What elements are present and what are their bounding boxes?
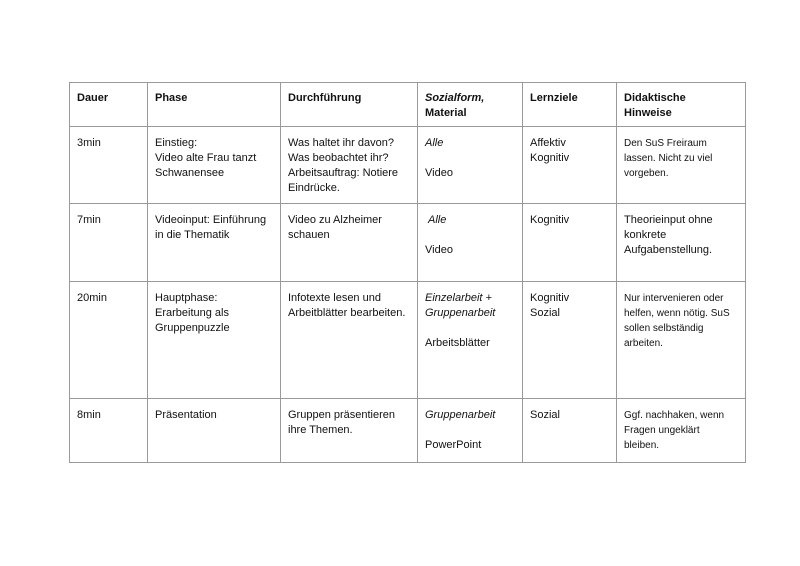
cell-durchfuehrung bbox=[281, 127, 418, 204]
cell-hinweise-line: helfen, wenn nötig. SuS bbox=[624, 308, 730, 319]
cell-hinweise-line: Nur intervenieren oder bbox=[624, 293, 724, 304]
header-hinweise-label: Hinweise bbox=[624, 107, 672, 119]
cell-hinweise-line: vorgeben. bbox=[624, 168, 669, 179]
cell-durchfuehrung-line: Video zu Alzheimer bbox=[288, 214, 382, 226]
cell-phase-line: Erarbeitung als bbox=[155, 307, 229, 319]
cell-lernziel: Sozial bbox=[530, 307, 560, 319]
cell-hinweise-line: arbeiten. bbox=[624, 338, 663, 349]
cell-material-value: Video bbox=[425, 244, 453, 256]
cell-hinweise-line: sollen selbständig bbox=[624, 323, 704, 334]
cell-lernziele bbox=[523, 127, 617, 204]
header-sozialform-material bbox=[418, 83, 523, 127]
cell-hinweise-line: konkrete bbox=[624, 229, 667, 241]
cell-hinweise bbox=[617, 204, 746, 282]
header-didaktische: Didaktische bbox=[624, 92, 686, 104]
cell-sozialform-value: Einzelarbeit + bbox=[425, 292, 492, 304]
cell-dauer: 8min bbox=[70, 399, 148, 463]
cell-sozialform-value: Gruppenarbeit bbox=[425, 409, 496, 421]
cell-durchfuehrung-line: Gruppen präsentieren bbox=[288, 409, 396, 421]
cell-phase-line: Einstieg: bbox=[155, 137, 198, 149]
cell-sozialform bbox=[418, 399, 523, 463]
cell-dauer: 7min bbox=[70, 204, 148, 282]
header-row bbox=[70, 83, 746, 127]
cell-durchfuehrung bbox=[281, 204, 418, 282]
cell-phase-line: Videoinput: Einführung bbox=[155, 214, 267, 226]
cell-lernziele bbox=[523, 204, 617, 282]
cell-hinweise-line: lassen. Nicht zu viel bbox=[624, 153, 713, 164]
table-row bbox=[70, 204, 746, 282]
cell-material-value: Video bbox=[425, 167, 453, 179]
cell-durchfuehrung bbox=[281, 399, 418, 463]
cell-material-value: Arbeitsblätter bbox=[425, 337, 490, 349]
cell-lernziele bbox=[523, 282, 617, 399]
header-material: Material bbox=[425, 107, 467, 119]
cell-lernziel: Affektiv bbox=[530, 137, 566, 149]
cell-durchfuehrung-line: Arbeitblätter bearbeiten. bbox=[288, 307, 406, 319]
table-row bbox=[70, 282, 746, 399]
cell-phase bbox=[148, 127, 281, 204]
table-row bbox=[70, 127, 746, 204]
header-dauer: Dauer bbox=[70, 83, 148, 127]
cell-hinweise-line: bleiben. bbox=[624, 440, 660, 451]
cell-durchfuehrung-line: Eindrücke. bbox=[288, 182, 340, 194]
cell-hinweise-line: Aufgabenstellung. bbox=[624, 244, 713, 256]
cell-dauer: 3min bbox=[70, 127, 148, 204]
cell-hinweise bbox=[617, 127, 746, 204]
cell-lernziel: Sozial bbox=[530, 409, 560, 421]
cell-phase bbox=[148, 399, 281, 463]
cell-phase-line: Hauptphase: bbox=[155, 292, 218, 304]
header-hinweise bbox=[617, 83, 746, 127]
cell-phase-line: Gruppenpuzzle bbox=[155, 322, 230, 334]
cell-lernziel: Kognitiv bbox=[530, 292, 570, 304]
cell-phase bbox=[148, 282, 281, 399]
cell-sozialform bbox=[418, 127, 523, 204]
cell-hinweise-line: Ggf. nachhaken, wenn bbox=[624, 410, 725, 421]
cell-lernziele bbox=[523, 399, 617, 463]
cell-durchfuehrung-line: Was beobachtet ihr? bbox=[288, 152, 389, 164]
cell-durchfuehrung-line: Was haltet ihr davon? bbox=[288, 137, 394, 149]
cell-sozialform-value: Gruppenarbeit bbox=[425, 307, 496, 319]
cell-durchfuehrung bbox=[281, 282, 418, 399]
header-durchfuehrung: Durchführung bbox=[281, 83, 418, 127]
cell-sozialform-value: Alle bbox=[428, 214, 447, 226]
cell-durchfuehrung-line: Arbeitsauftrag: Notiere bbox=[288, 167, 399, 179]
cell-hinweise-line: Theorieinput ohne bbox=[624, 214, 713, 226]
cell-durchfuehrung-line: schauen bbox=[288, 229, 330, 241]
cell-phase-line: Präsentation bbox=[155, 409, 217, 421]
cell-lernziel: Kognitiv bbox=[530, 214, 570, 226]
cell-hinweise-line: Fragen ungeklärt bbox=[624, 425, 700, 436]
header-sozialform: Sozialform, bbox=[425, 92, 485, 104]
cell-material-value: PowerPoint bbox=[425, 439, 482, 451]
header-phase: Phase bbox=[148, 83, 281, 127]
header-lernziele: Lernziele bbox=[523, 83, 617, 127]
cell-phase-line: in die Thematik bbox=[155, 229, 230, 241]
cell-phase-line: Video alte Frau tanzt bbox=[155, 152, 257, 164]
cell-phase-line: Schwanensee bbox=[155, 167, 225, 179]
cell-durchfuehrung-line: Infotexte lesen und bbox=[288, 292, 381, 304]
table-row bbox=[70, 399, 746, 463]
cell-durchfuehrung-line: ihre Themen. bbox=[288, 424, 353, 436]
cell-sozialform bbox=[418, 204, 523, 282]
cell-hinweise bbox=[617, 399, 746, 463]
cell-lernziel: Kognitiv bbox=[530, 152, 570, 164]
cell-sozialform bbox=[418, 282, 523, 399]
cell-hinweise bbox=[617, 282, 746, 399]
cell-sozialform-value: Alle bbox=[425, 137, 444, 149]
cell-hinweise-line: Den SuS Freiraum bbox=[624, 138, 707, 149]
lesson-plan-table bbox=[69, 82, 746, 463]
cell-phase bbox=[148, 204, 281, 282]
cell-dauer: 20min bbox=[70, 282, 148, 399]
